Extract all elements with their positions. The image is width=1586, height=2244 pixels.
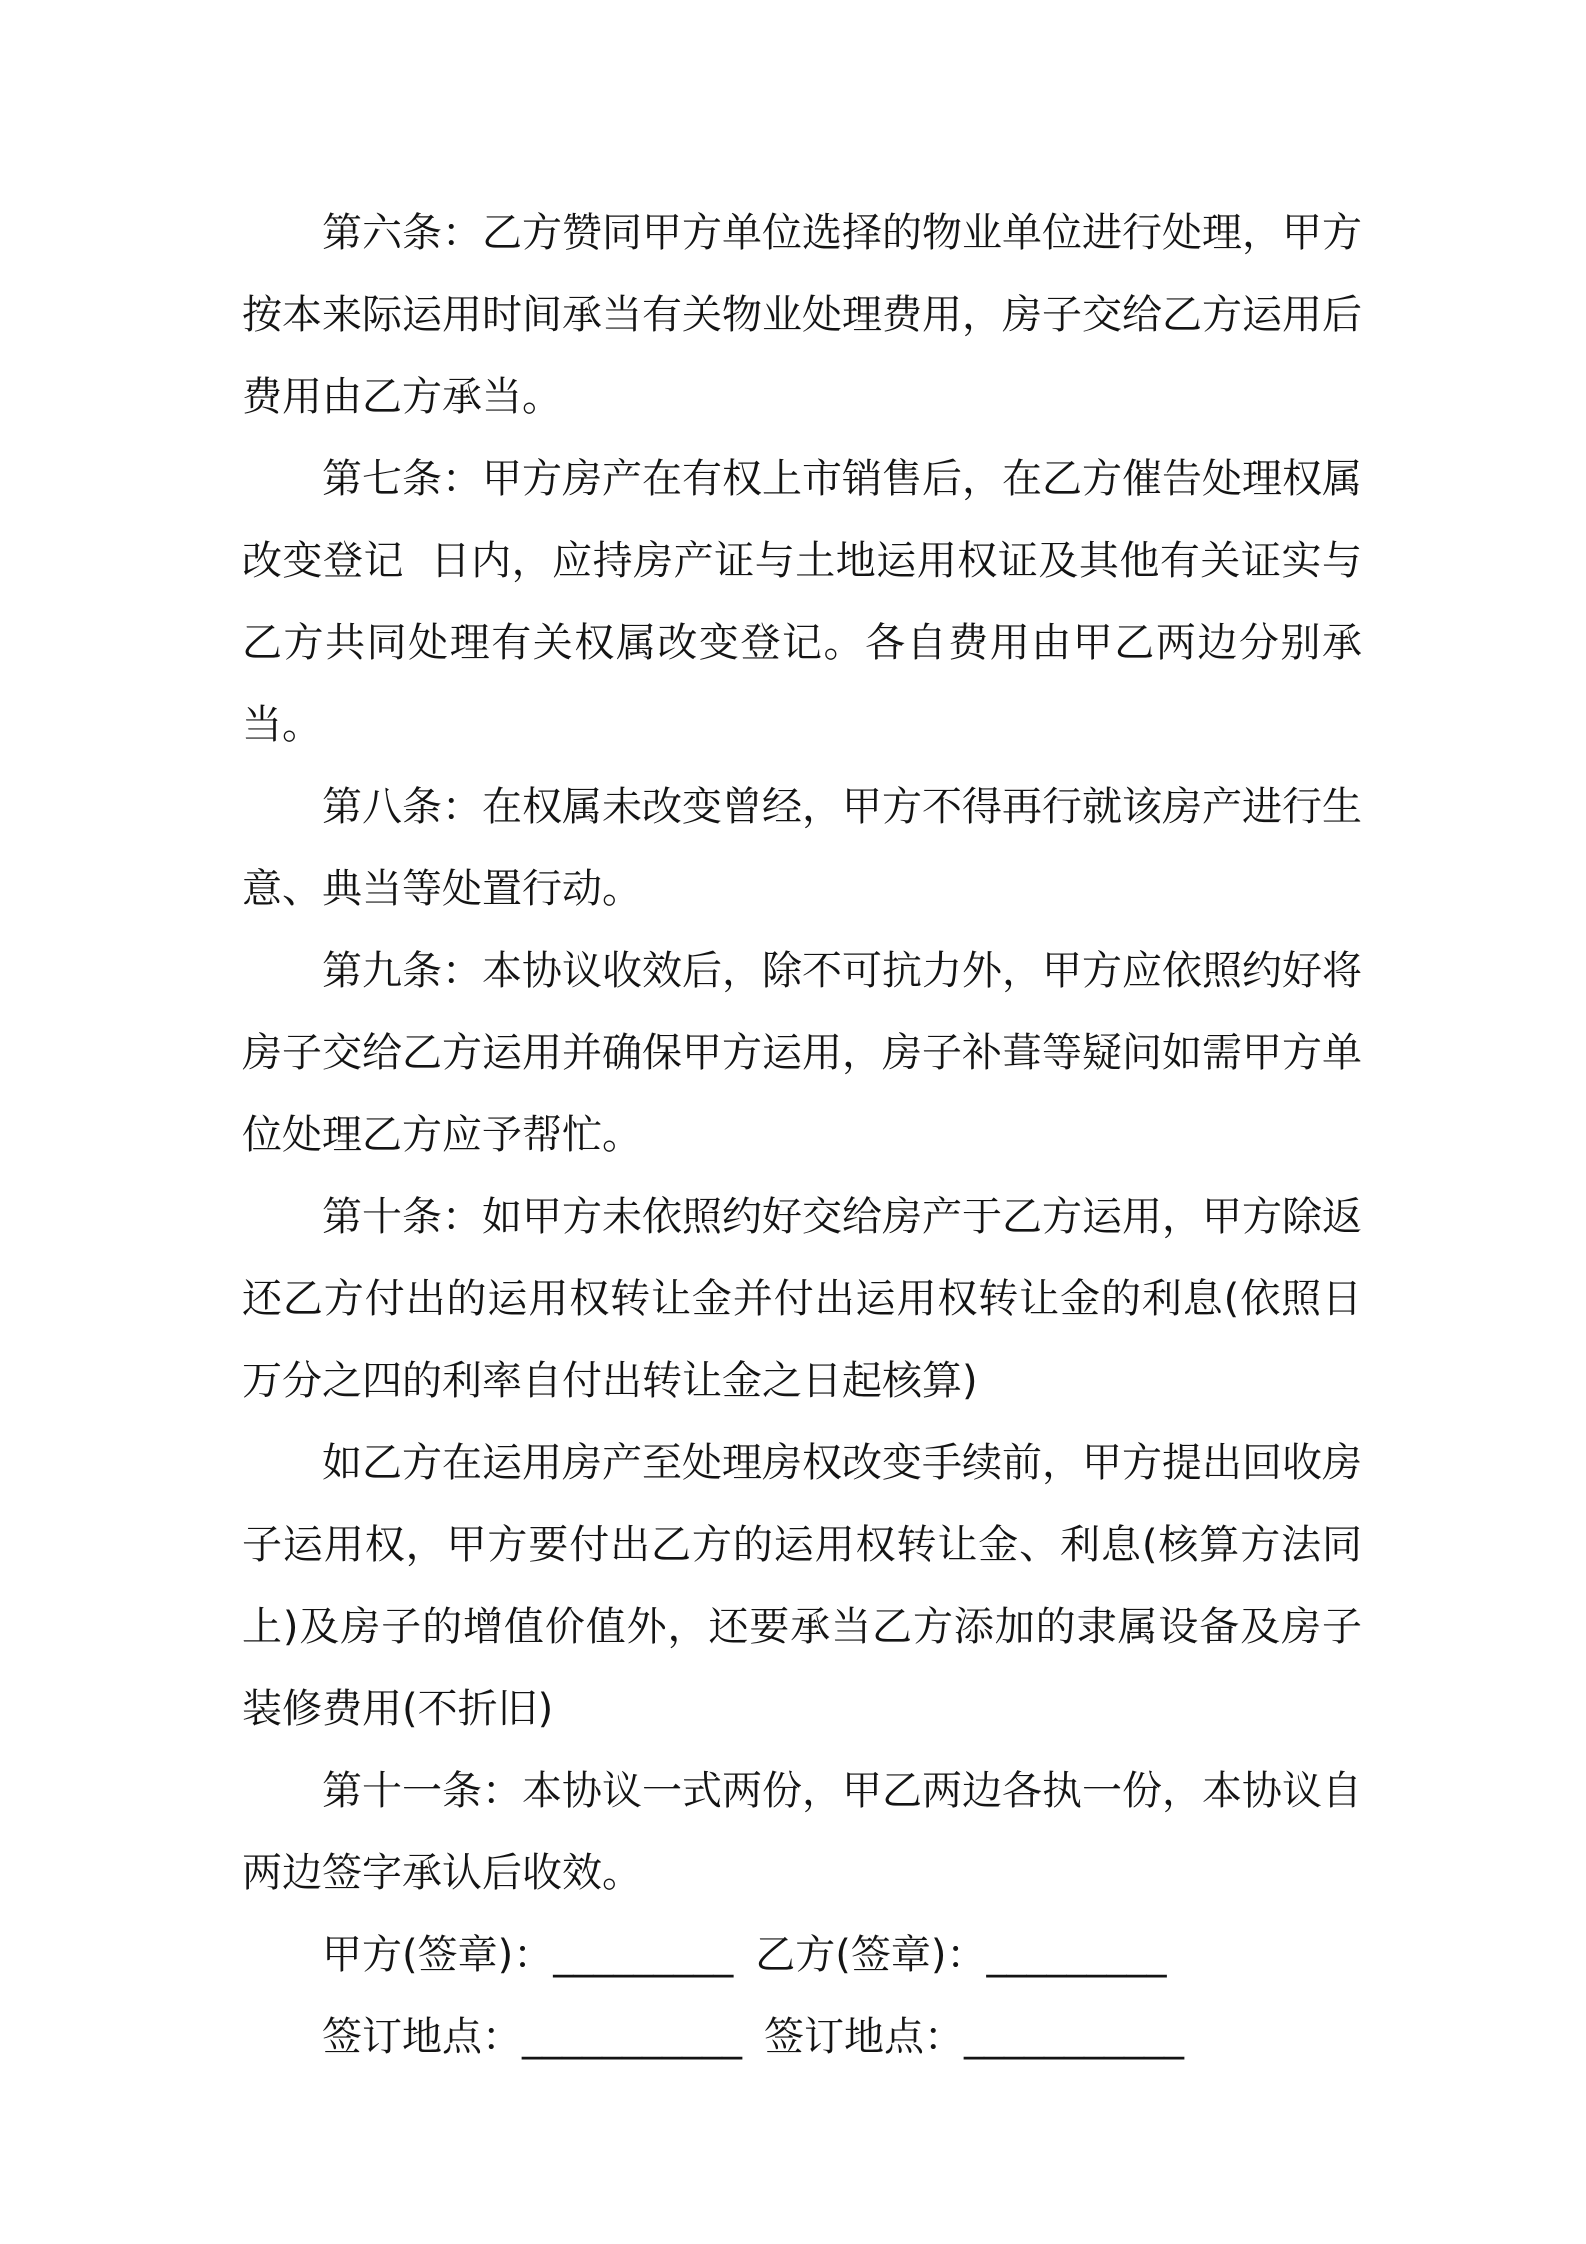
party-a-place-label: 签订地点： — [322, 2014, 522, 2060]
article-11-paragraph: 第十一条：本协议一式两份，甲乙两边各执一份，本协议自两边签字承认后收效。 — [242, 1768, 1362, 1896]
article-10-supplement-paragraph: 如乙方在运用房产至处理房权改变手续前，甲方提出回收房子运用权，甲方要付出乙方的运用权转让金、利息(核算方法同上)及房子的增值价值外，还要承当乙方添加的隶属设备及房子装修费用(不折旧) — [242, 1440, 1362, 1732]
party-a-signature-blank: _________ — [553, 1932, 734, 1978]
party-b-place-blank: ___________ — [964, 2014, 1184, 2060]
party-a-signature-label: 甲方(签章)： — [322, 1932, 554, 1978]
signature-line — [242, 1914, 1362, 1996]
article-9-paragraph: 第九条：本协议收效后，除不可抗力外，甲方应依照约好将房子交给乙方运用并确保甲方运用，房子补葺等疑问如需甲方单位处理乙方应予帮忙。 — [242, 948, 1362, 1158]
article-6-paragraph: 第六条：乙方赞同甲方单位选择的物业单位进行处理，甲方按本来际运用时间承当有关物业处理费用，房子交给乙方运用后费用由乙方承当。 — [242, 210, 1362, 420]
party-b-signature-label: 乙方(签章)： — [755, 1932, 987, 1978]
party-b-place-label: 签订地点： — [764, 2014, 964, 2060]
article-8-paragraph: 第八条：在权属未改变曾经，甲方不得再行就该房产进行生意、典当等处置行动。 — [242, 784, 1362, 912]
article-10-paragraph: 第十条：如甲方未依照约好交给房产于乙方运用，甲方除返还乙方付出的运用权转让金并付出运用权转让金的利息(依照日万分之四的利率自付出转让金之日起核算) — [242, 1194, 1362, 1404]
place-line — [242, 1996, 1362, 2078]
article-7-paragraph: 第七条：甲方房产在有权上市销售后，在乙方催告处理权属改变登记 日内，应持房产证与土地运用权证及其他有关证实与乙方共同处理有关权属改变登记。各自费用由甲乙两边分别承当。 — [242, 456, 1362, 748]
party-a-place-blank: ___________ — [522, 2014, 742, 2060]
document-body — [242, 192, 1362, 2078]
party-b-signature-blank: _________ — [986, 1932, 1167, 1978]
